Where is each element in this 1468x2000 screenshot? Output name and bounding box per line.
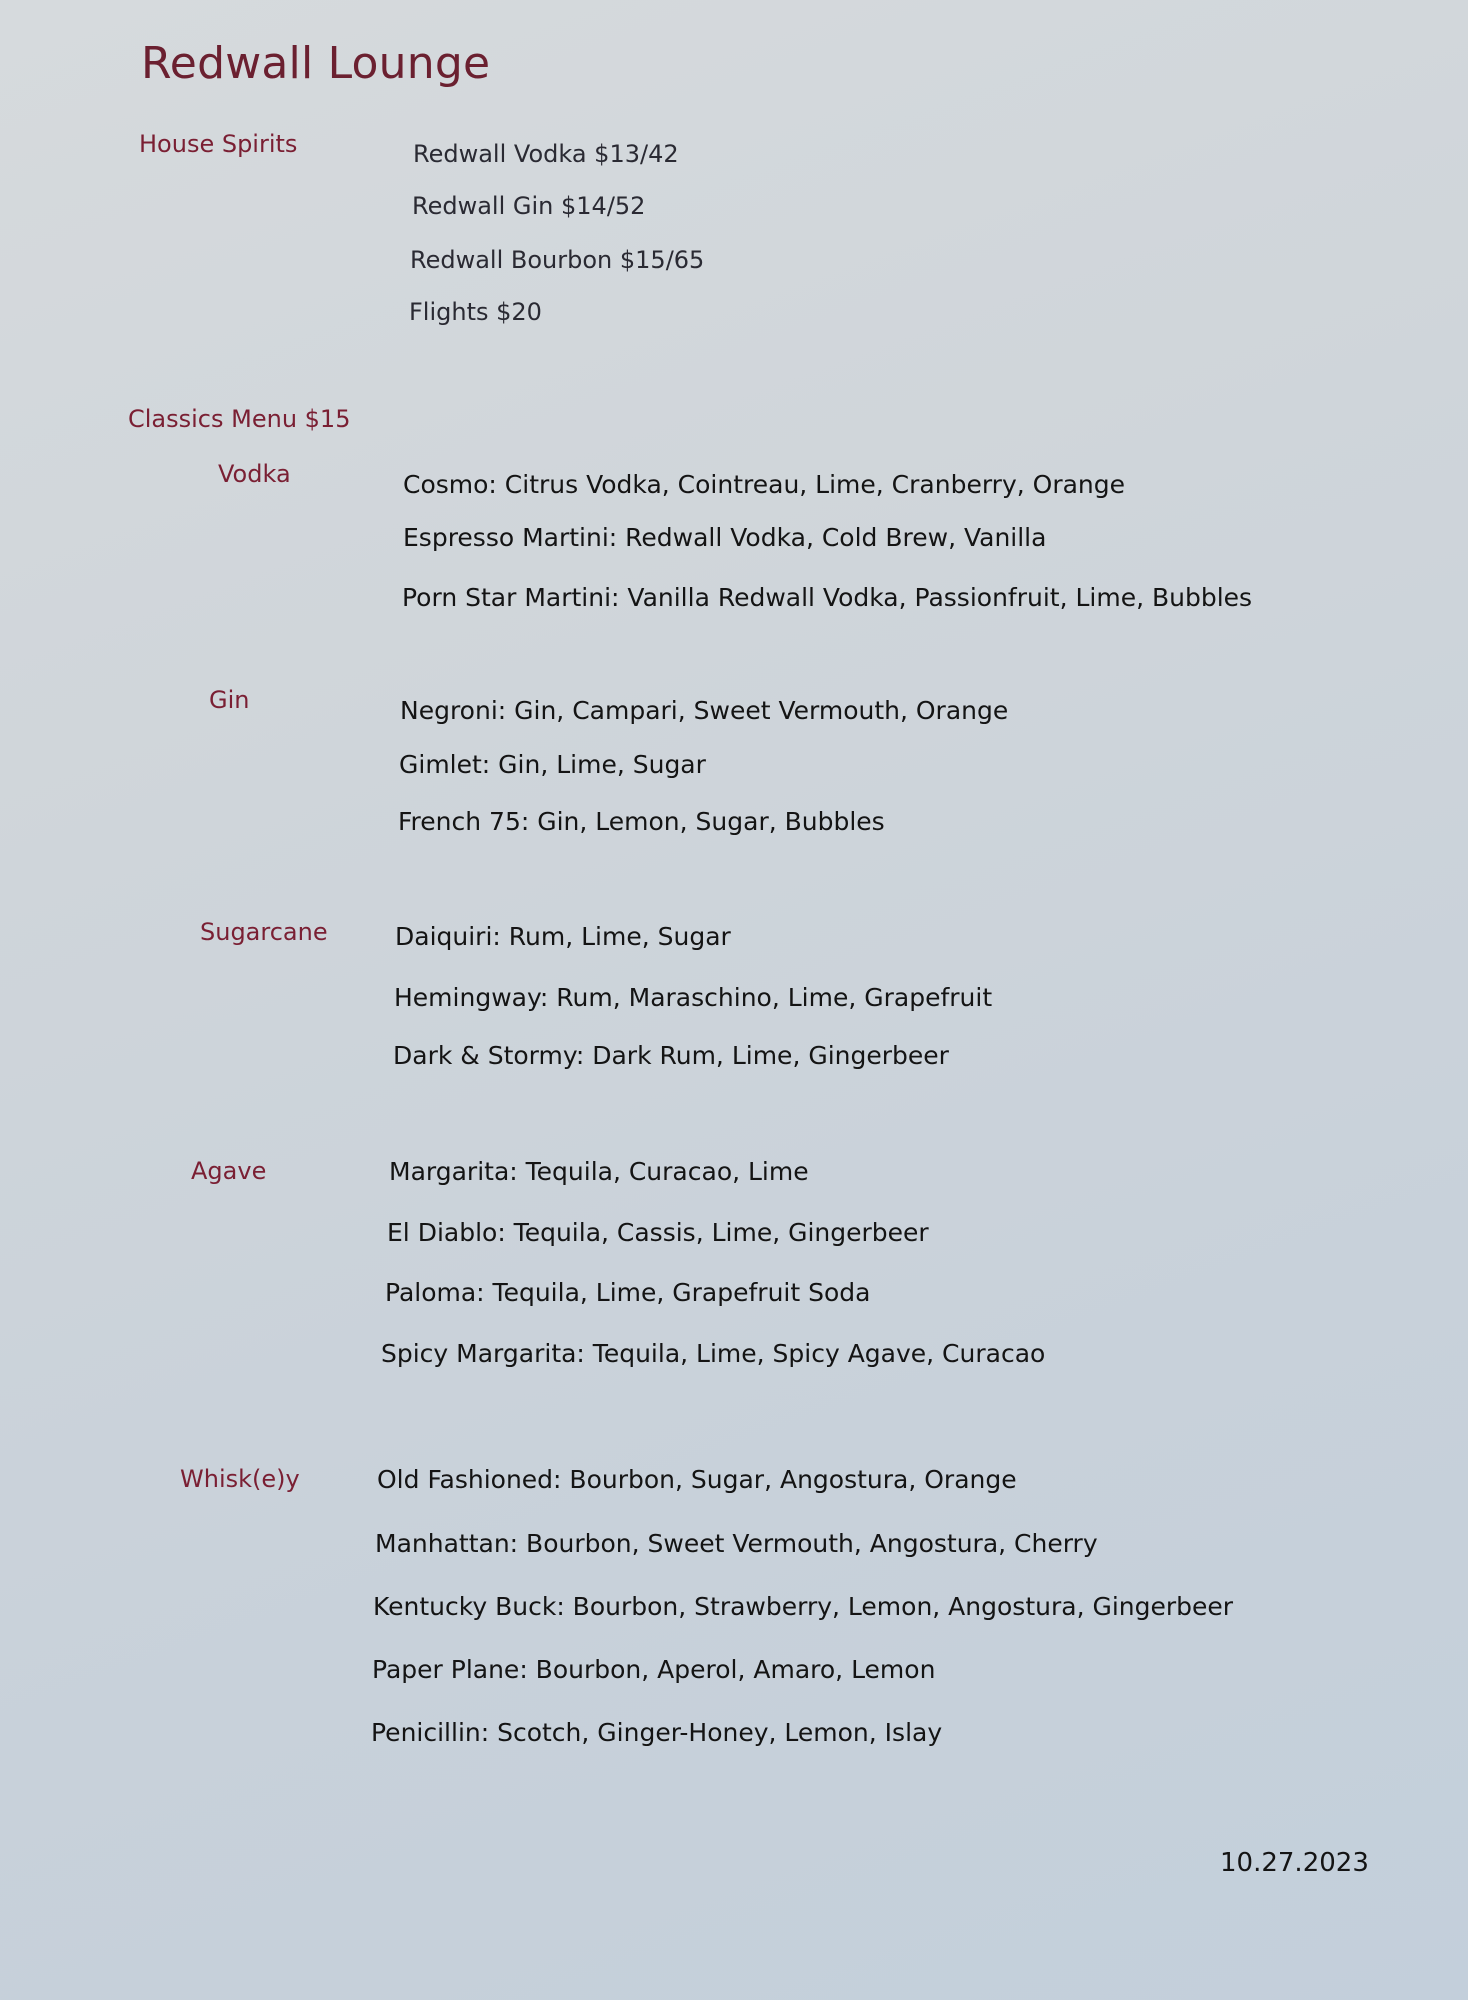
menu-item: Old Fashioned: Bourbon, Sugar, Angostura, Orange <box>377 1465 1017 1494</box>
menu-item: Negroni: Gin, Campari, Sweet Vermouth, Orange <box>400 696 1009 725</box>
page-title: Redwall Lounge <box>141 38 491 89</box>
menu-item: Manhattan: Bourbon, Sweet Vermouth, Angostura, Cherry <box>375 1529 1098 1558</box>
section-label-whiskey: Whisk(e)y <box>180 1465 300 1493</box>
menu-item: Dark & Stormy: Dark Rum, Lime, Gingerbeer <box>393 1041 949 1070</box>
menu-date: 10.27.2023 <box>1220 1848 1369 1878</box>
menu-item: Espresso Martini: Redwall Vodka, Cold Brew, Vanilla <box>403 523 1047 552</box>
menu-item: Margarita: Tequila, Curacao, Lime <box>389 1157 809 1186</box>
house-spirit-item: Redwall Gin $14/52 <box>412 192 646 220</box>
menu-item: El Diablo: Tequila, Cassis, Lime, Gingerbeer <box>387 1218 929 1247</box>
section-label-gin: Gin <box>209 686 250 714</box>
menu-item: Hemingway: Rum, Maraschino, Lime, Grapefruit <box>394 983 993 1012</box>
menu-item: Kentucky Buck: Bourbon, Strawberry, Lemon, Angostura, Gingerbeer <box>373 1592 1234 1621</box>
section-label-sugarcane: Sugarcane <box>200 918 328 946</box>
menu-item: Porn Star Martini: Vanilla Redwall Vodka, Passionfruit, Lime, Bubbles <box>402 583 1253 612</box>
house-spirit-item: Redwall Vodka $13/42 <box>413 140 679 168</box>
menu-item: Paper Plane: Bourbon, Aperol, Amaro, Lemon <box>372 1655 936 1684</box>
menu-item: Gimlet: Gin, Lime, Sugar <box>399 750 706 779</box>
menu-item: Cosmo: Citrus Vodka, Cointreau, Lime, Cranberry, Orange <box>403 470 1126 499</box>
menu-item: Spicy Margarita: Tequila, Lime, Spicy Agave, Curacao <box>381 1339 1046 1368</box>
menu-item: French 75: Gin, Lemon, Sugar, Bubbles <box>398 807 885 836</box>
house-spirits-label: House Spirits <box>139 130 298 158</box>
section-label-vodka: Vodka <box>218 460 291 488</box>
section-label-agave: Agave <box>191 1157 267 1185</box>
menu-item: Daiquiri: Rum, Lime, Sugar <box>395 922 731 951</box>
house-spirit-item: Redwall Bourbon $15/65 <box>410 246 705 274</box>
menu-item: Penicillin: Scotch, Ginger-Honey, Lemon, Islay <box>371 1718 943 1747</box>
house-spirit-item: Flights $20 <box>409 298 542 326</box>
menu-item: Paloma: Tequila, Lime, Grapefruit Soda <box>385 1278 871 1307</box>
classics-heading: Classics Menu $15 <box>128 405 351 433</box>
